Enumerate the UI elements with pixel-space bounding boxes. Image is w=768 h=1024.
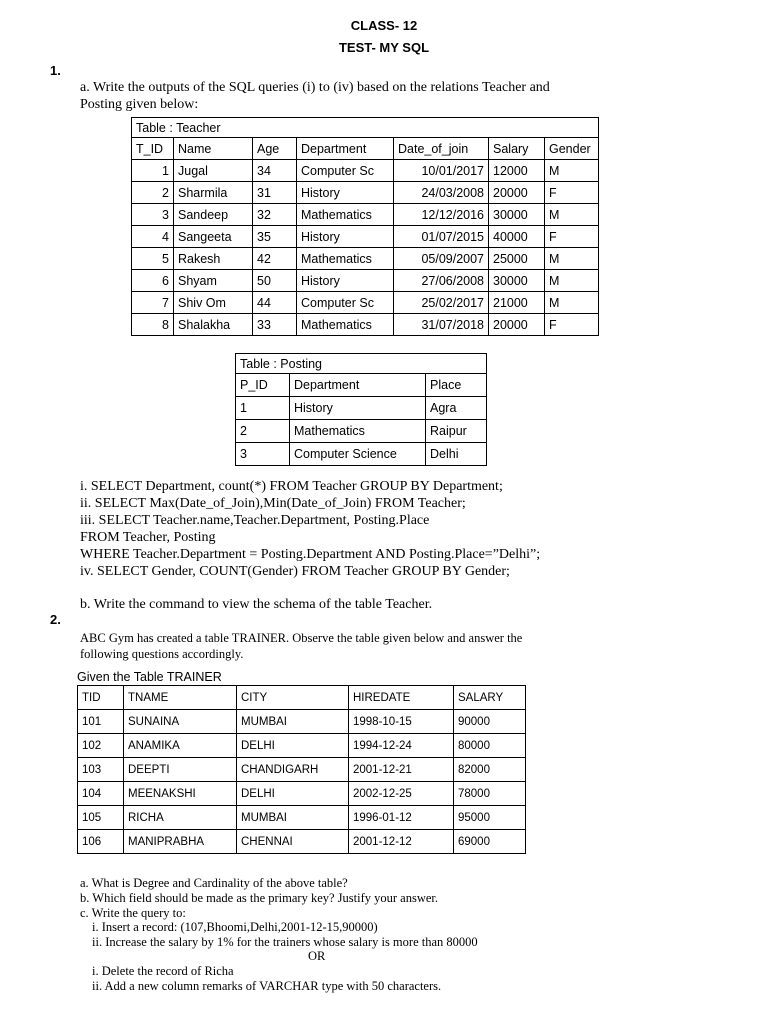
teacher-table-cell: Jugal (174, 160, 253, 182)
trainer-table-cell: ANAMIKA (124, 734, 237, 758)
teacher-table-cell: 50 (253, 270, 297, 292)
teacher-table-cell: 12000 (489, 160, 545, 182)
question-1-part-b: b. Write the command to view the schema of the table Teacher. (80, 597, 433, 612)
or-separator: OR (308, 949, 326, 963)
teacher-table-caption: Table : Teacher (132, 118, 599, 138)
query-iii-from: FROM Teacher, Posting (80, 530, 216, 545)
teacher-table-cell: F (545, 226, 599, 248)
query-iii: iii. SELECT Teacher.name,Teacher.Department, Posting.Place (80, 513, 430, 528)
teacher-table-header-cell: Name (174, 138, 253, 160)
posting-table-cell: Mathematics (290, 420, 426, 443)
question-2c-i: i. Insert a record: (107,Bhoomi,Delhi,2001-12-15,90000) (92, 920, 378, 934)
posting-table-cell: 1 (236, 397, 290, 420)
teacher-table-cell: M (545, 204, 599, 226)
teacher-table-cell: History (297, 270, 394, 292)
trainer-table-cell: 80000 (454, 734, 526, 758)
teacher-table-cell: 31/07/2018 (394, 314, 489, 336)
query-i: i. SELECT Department, count(*) FROM Teacher GROUP BY Department; (80, 479, 503, 494)
teacher-table-cell: 1 (132, 160, 174, 182)
posting-table (235, 353, 487, 466)
trainer-table-cell: 82000 (454, 758, 526, 782)
teacher-table-cell: 44 (253, 292, 297, 314)
question-1-intro-line1: a. Write the outputs of the SQL queries (i) to (iv) based on the relations Teacher and (80, 80, 550, 95)
posting-table-row (236, 420, 487, 443)
trainer-table-cell: 101 (78, 710, 124, 734)
teacher-table-cell: Rakesh (174, 248, 253, 270)
teacher-table-cell: 25000 (489, 248, 545, 270)
teacher-table-container (131, 117, 599, 336)
trainer-table-cell: 2002-12-25 (349, 782, 454, 806)
trainer-table-cell: 104 (78, 782, 124, 806)
posting-table-header-cell: Department (290, 374, 426, 397)
posting-table-caption: Table : Posting (236, 354, 487, 374)
teacher-table-cell: 05/09/2007 (394, 248, 489, 270)
posting-table-cell: Delhi (426, 443, 487, 466)
teacher-table-cell: Shalakha (174, 314, 253, 336)
trainer-table-row (78, 806, 526, 830)
teacher-table-header-cell: Gender (545, 138, 599, 160)
teacher-table-cell: 3 (132, 204, 174, 226)
question-2c: c. Write the query to: (80, 906, 186, 920)
teacher-table-cell: 12/12/2016 (394, 204, 489, 226)
teacher-table-cell: Sangeeta (174, 226, 253, 248)
teacher-table-header-row (132, 138, 599, 160)
trainer-table-cell: 78000 (454, 782, 526, 806)
teacher-table-cell: M (545, 248, 599, 270)
posting-table-header-row (236, 374, 487, 397)
teacher-table-cell: F (545, 314, 599, 336)
posting-table-cell: Agra (426, 397, 487, 420)
posting-table-cell: History (290, 397, 426, 420)
question-2alt-i: i. Delete the record of Richa (92, 964, 234, 978)
trainer-table-caption: Given the Table TRAINER (77, 670, 222, 684)
trainer-table-row (78, 734, 526, 758)
teacher-table-cell: 21000 (489, 292, 545, 314)
teacher-table-row (132, 314, 599, 336)
question-2-intro-line1: ABC Gym has created a table TRAINER. Observe the table given below and answer the (80, 631, 523, 645)
trainer-table-cell: DELHI (237, 782, 349, 806)
trainer-table-row (78, 710, 526, 734)
trainer-table-cell: MANIPRABHA (124, 830, 237, 854)
class-title: CLASS- 12 (350, 18, 418, 33)
teacher-table-row (132, 270, 599, 292)
trainer-table-cell: RICHA (124, 806, 237, 830)
trainer-table-row (78, 758, 526, 782)
teacher-table (131, 117, 599, 336)
posting-table-row (236, 443, 487, 466)
teacher-table-cell: Sandeep (174, 204, 253, 226)
teacher-table-cell: 7 (132, 292, 174, 314)
trainer-table-cell: DELHI (237, 734, 349, 758)
question-2a: a. What is Degree and Cardinality of the above table? (80, 876, 348, 890)
question-2alt-ii: ii. Add a new column remarks of VARCHAR type with 50 characters. (92, 979, 442, 993)
teacher-table-cell: Shyam (174, 270, 253, 292)
posting-table-cell: 3 (236, 443, 290, 466)
posting-table-cell: 2 (236, 420, 290, 443)
trainer-table-cell: 1994-12-24 (349, 734, 454, 758)
trainer-table-cell: CHANDIGARH (237, 758, 349, 782)
teacher-table-cell: Mathematics (297, 314, 394, 336)
teacher-table-row (132, 292, 599, 314)
teacher-table-cell: F (545, 182, 599, 204)
trainer-table-cell: MEENAKSHI (124, 782, 237, 806)
trainer-table-header-cell: TNAME (124, 686, 237, 710)
teacher-table-cell: 10/01/2017 (394, 160, 489, 182)
teacher-table-row (132, 182, 599, 204)
teacher-table-cell: 35 (253, 226, 297, 248)
trainer-table-cell: 90000 (454, 710, 526, 734)
teacher-table-row (132, 226, 599, 248)
posting-table-container (235, 353, 487, 466)
trainer-table-header-row (78, 686, 526, 710)
trainer-table-cell: SUNAINA (124, 710, 237, 734)
trainer-table-cell: 1998-10-15 (349, 710, 454, 734)
teacher-table-cell: Sharmila (174, 182, 253, 204)
query-iii-where: WHERE Teacher.Department = Posting.Department AND Posting.Place=”Delhi”; (80, 547, 541, 562)
teacher-table-cell: Mathematics (297, 248, 394, 270)
teacher-table-cell: 27/06/2008 (394, 270, 489, 292)
trainer-table-header-cell: TID (78, 686, 124, 710)
teacher-table-cell: 20000 (489, 182, 545, 204)
query-iv: iv. SELECT Gender, COUNT(Gender) FROM Teacher GROUP BY Gender; (80, 564, 510, 579)
trainer-table-cell: 106 (78, 830, 124, 854)
trainer-table-row (78, 830, 526, 854)
query-ii: ii. SELECT Max(Date_of_Join),Min(Date_of_Join) FROM Teacher; (80, 496, 466, 511)
teacher-table-cell: 20000 (489, 314, 545, 336)
teacher-table-row (132, 248, 599, 270)
trainer-table-cell: MUMBAI (237, 710, 349, 734)
teacher-table-cell: Shiv Om (174, 292, 253, 314)
trainer-table-row (78, 782, 526, 806)
posting-table-row (236, 397, 487, 420)
teacher-table-cell: 5 (132, 248, 174, 270)
trainer-table-cell: 102 (78, 734, 124, 758)
teacher-table-cell: 34 (253, 160, 297, 182)
teacher-table-header-cell: T_ID (132, 138, 174, 160)
trainer-table-container (77, 685, 526, 854)
teacher-table-cell: 42 (253, 248, 297, 270)
trainer-table-cell: MUMBAI (237, 806, 349, 830)
teacher-table-row (132, 160, 599, 182)
posting-table-header-cell: P_ID (236, 374, 290, 397)
teacher-table-header-cell: Age (253, 138, 297, 160)
teacher-table-cell: History (297, 182, 394, 204)
trainer-table-header-cell: SALARY (454, 686, 526, 710)
teacher-table-cell: 2 (132, 182, 174, 204)
question-1-intro-line2: Posting given below: (80, 97, 199, 112)
teacher-table-cell: 6 (132, 270, 174, 292)
teacher-table-cell: 32 (253, 204, 297, 226)
teacher-table-cell: M (545, 160, 599, 182)
teacher-table-cell: History (297, 226, 394, 248)
teacher-table-cell: 30000 (489, 270, 545, 292)
trainer-table-cell: DEEPTI (124, 758, 237, 782)
teacher-table-cell: Mathematics (297, 204, 394, 226)
teacher-table-header-cell: Salary (489, 138, 545, 160)
trainer-table-cell: 105 (78, 806, 124, 830)
trainer-table-cell: CHENNAI (237, 830, 349, 854)
teacher-table-row (132, 204, 599, 226)
teacher-table-cell: Computer Sc (297, 160, 394, 182)
trainer-table-header-cell: CITY (237, 686, 349, 710)
teacher-table-cell: 24/03/2008 (394, 182, 489, 204)
trainer-table-cell: 2001-12-21 (349, 758, 454, 782)
trainer-table (77, 685, 526, 854)
trainer-table-cell: 1996-01-12 (349, 806, 454, 830)
trainer-table-cell: 103 (78, 758, 124, 782)
teacher-table-cell: M (545, 292, 599, 314)
teacher-table-cell: Computer Sc (297, 292, 394, 314)
teacher-table-cell: 33 (253, 314, 297, 336)
test-title: TEST- MY SQL (338, 40, 430, 55)
posting-table-header-cell: Place (426, 374, 487, 397)
question-2-intro-line2: following questions accordingly. (80, 647, 244, 661)
teacher-table-cell: 40000 (489, 226, 545, 248)
posting-table-cell: Raipur (426, 420, 487, 443)
teacher-table-header-cell: Date_of_join (394, 138, 489, 160)
question-2c-ii: ii. Increase the salary by 1% for the trainers whose salary is more than 80000 (92, 935, 478, 949)
trainer-table-cell: 69000 (454, 830, 526, 854)
trainer-table-cell: 2001-12-12 (349, 830, 454, 854)
teacher-table-cell: 31 (253, 182, 297, 204)
posting-table-cell: Computer Science (290, 443, 426, 466)
teacher-table-cell: 25/02/2017 (394, 292, 489, 314)
question-2b: b. Which field should be made as the primary key? Justify your answer. (80, 891, 439, 905)
trainer-table-cell: 95000 (454, 806, 526, 830)
teacher-table-header-cell: Department (297, 138, 394, 160)
question-2-number: 2. (50, 612, 61, 627)
teacher-table-cell: M (545, 270, 599, 292)
teacher-table-cell: 01/07/2015 (394, 226, 489, 248)
teacher-table-cell: 8 (132, 314, 174, 336)
teacher-table-cell: 30000 (489, 204, 545, 226)
teacher-table-cell: 4 (132, 226, 174, 248)
trainer-table-header-cell: HIREDATE (349, 686, 454, 710)
question-1-number: 1. (50, 63, 61, 78)
